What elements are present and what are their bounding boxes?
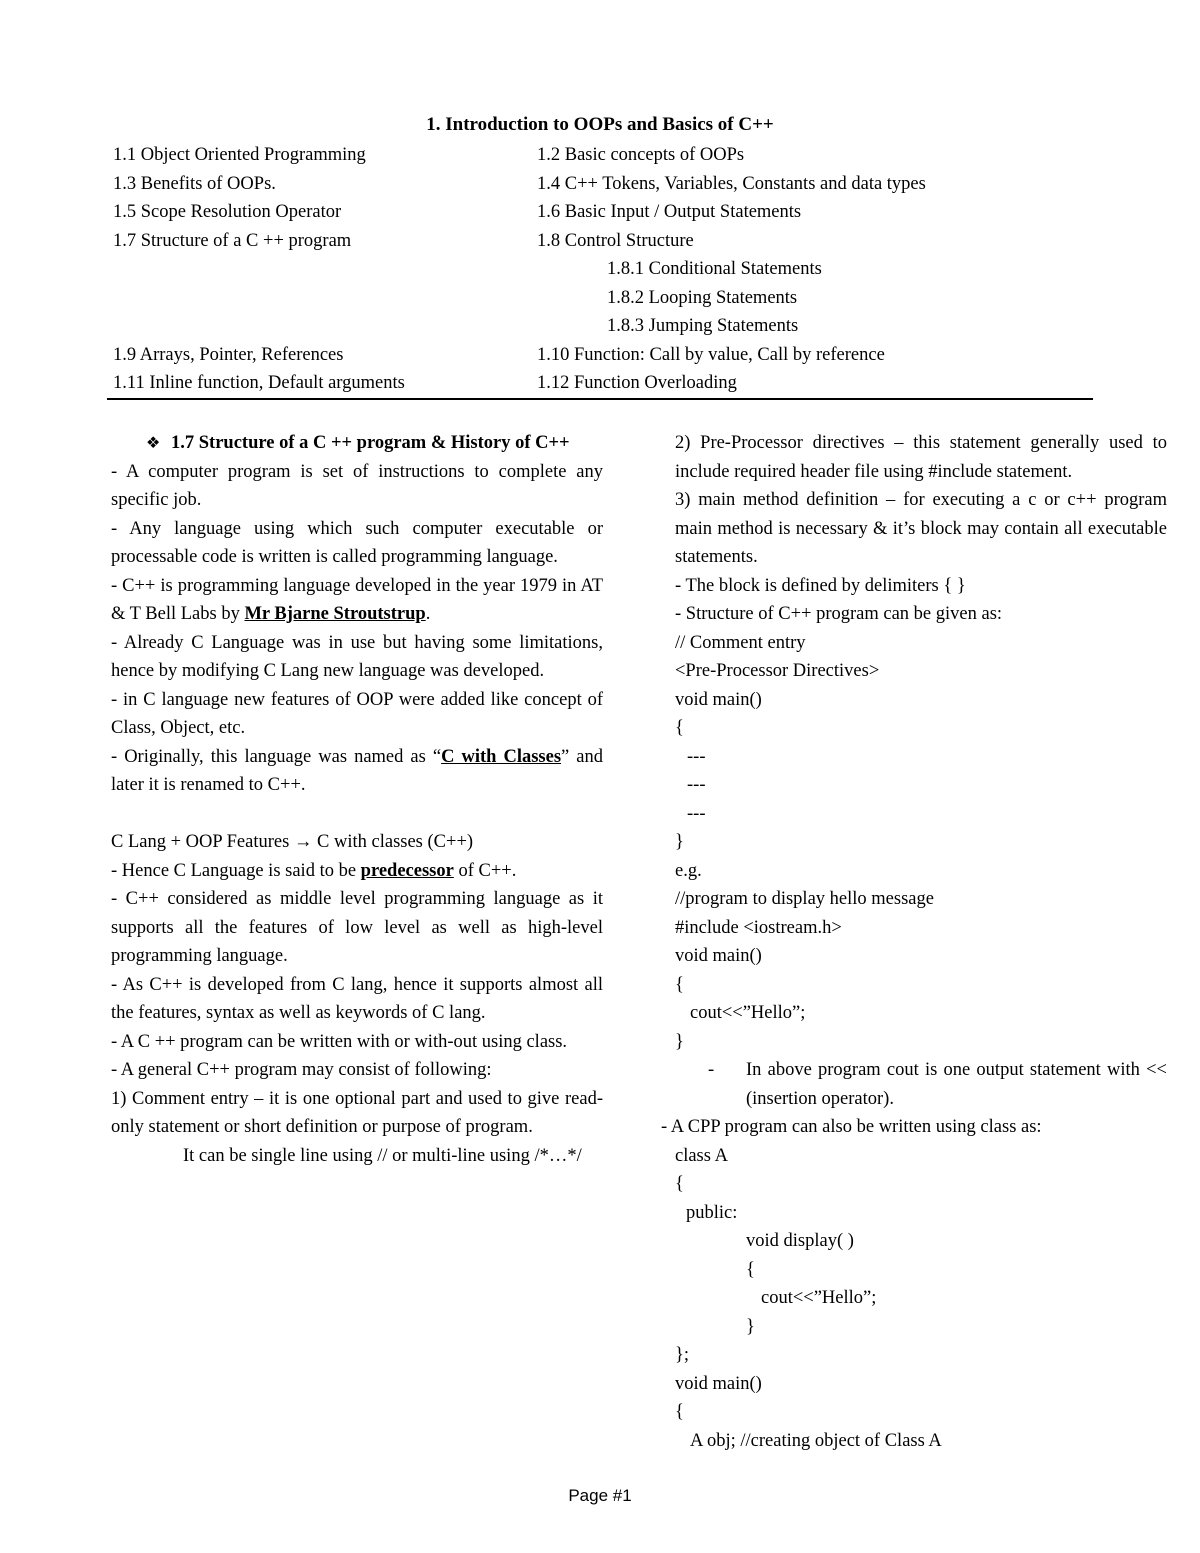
toc-entry: 1.4 C++ Tokens, Variables, Constants and data types <box>537 173 926 194</box>
toc-row <box>110 255 1095 284</box>
code-line: --- <box>687 775 706 795</box>
toc-subentry: 1.8.1 Conditional Statements <box>607 259 822 279</box>
toc-row <box>110 170 1095 199</box>
left-column <box>111 429 603 1170</box>
paragraph: - in C language new features of OOP were added like concept of Class, Object, etc. <box>111 689 603 738</box>
toc-entry: 1.7 Structure of a C ++ program <box>113 230 352 251</box>
toc-row <box>110 369 1095 398</box>
list-item-text: In above program cout is one output statement with << (insertion operator). <box>746 1060 1167 1109</box>
document-title: 1. Introduction to OOPs and Basics of C++ <box>426 114 774 135</box>
paragraph: - A computer program is set of instructions to complete any specific job. <box>111 461 603 510</box>
section-heading <box>111 429 603 458</box>
toc-entry: 1.12 Function Overloading <box>537 373 737 393</box>
paragraph: - A general C++ program may consist of following: <box>111 1060 492 1080</box>
code-line: <Pre-Processor Directives> <box>675 661 880 681</box>
paragraph: - As C++ is developed from C lang, hence it supports almost all the features, syntax as well as keywords of C lang. <box>111 974 603 1023</box>
section-heading-text: 1.7 Structure of a C ++ program & History of C++ <box>171 433 570 453</box>
paragraph: It can be single line using // or multi-line using /*…*/ <box>183 1145 582 1166</box>
toc-entry: 1.8 Control Structure <box>537 230 694 251</box>
code-line: { <box>675 1174 684 1194</box>
code-line: cout<<”Hello”; <box>761 1288 877 1308</box>
paragraph: 1) Comment entry – it is one optional part and used to give read-only statement or short definition or purpose of program. <box>111 1088 603 1137</box>
toc-entry: 1.1 Object Oriented Programming <box>113 145 366 165</box>
paragraph <box>111 857 603 886</box>
list-item <box>675 1056 1167 1113</box>
toc-entry: 1.5 Scope Resolution Operator <box>113 202 342 222</box>
code-line: void main() <box>675 689 762 710</box>
toc-subentry: 1.8.3 Jumping Statements <box>607 316 799 336</box>
paragraph: - C++ considered as middle level programming language as it supports all the features of low level as well as high-level programming language. <box>111 889 603 966</box>
code-line: class A <box>675 1145 728 1166</box>
paragraph-text: . <box>425 604 431 624</box>
paragraph: - A CPP program can also be written using class as: <box>661 1117 1042 1137</box>
toc-entry: 1.3 Benefits of OOPs. <box>113 173 276 194</box>
toc-row <box>110 284 1095 313</box>
toc-row <box>110 341 1095 370</box>
list-dash: - <box>708 1060 715 1080</box>
code-line: { <box>675 974 684 995</box>
paragraph-text: - Originally, this language was named as “ <box>111 746 442 767</box>
toc-subentry: 1.8.2 Looping Statements <box>607 287 798 308</box>
paragraph: - Structure of C++ program can be given as: <box>675 604 1003 624</box>
code-line: cout<<”Hello”; <box>690 1003 806 1023</box>
code-line: // Comment entry <box>675 632 806 653</box>
toc-row <box>110 312 1095 341</box>
paragraph: - Already C Language was in use but having some limitations, hence by modifying C Lang new language was developed. <box>111 632 603 681</box>
paragraph-text: ” and later it is renamed to C++. <box>111 746 603 795</box>
table-of-contents <box>110 141 1095 398</box>
code-line: } <box>675 832 684 852</box>
paragraph: - Any language using which such computer executable or processable code is written is called programming language. <box>111 518 603 567</box>
paragraph: - A C ++ program can be written with or with-out using class. <box>111 1031 568 1052</box>
paragraph-text: - C++ is programming language developed in the year 1979 in AT & T Bell Labs by <box>111 575 603 624</box>
toc-entry: 1.9 Arrays, Pointer, References <box>113 344 344 365</box>
toc-entry: 1.6 Basic Input / Output Statements <box>537 202 802 222</box>
emphasis-term: predecessor <box>360 860 454 881</box>
diamond-bullet-icon: ❖ <box>146 433 161 452</box>
paragraph <box>111 572 603 629</box>
blank-line <box>111 800 603 829</box>
code-line: #include <iostream.h> <box>675 917 842 938</box>
code-line: A obj; //creating object of Class A <box>690 1430 942 1451</box>
right-column <box>661 429 1167 1455</box>
author-name: Mr Bjarne Stroutstrup <box>244 604 426 624</box>
section-divider <box>107 398 1093 400</box>
code-line: public: <box>686 1202 738 1223</box>
code-line: { <box>675 1402 684 1422</box>
code-line: void main() <box>675 946 762 966</box>
emphasis-term: C with Classes <box>441 746 562 767</box>
code-line: --- <box>687 803 706 824</box>
code-line: //program to display hello message <box>675 889 934 909</box>
code-line: void main() <box>675 1373 762 1394</box>
code-line: }; <box>675 1345 690 1365</box>
code-line: --- <box>687 746 706 767</box>
paragraph <box>111 743 603 800</box>
paragraph: - The block is defined by delimiters { } <box>675 575 966 596</box>
paragraph: 3) main method definition – for executing a c or c++ program main method is necessary & it’s block may contain all executable statements. <box>675 490 1167 567</box>
code-line: { <box>675 718 684 738</box>
code-line: { <box>746 1259 755 1280</box>
paragraph-text: of C++. <box>453 860 517 881</box>
page-number: Page #1 <box>568 1486 632 1505</box>
toc-entry: 1.10 Function: Call by value, Call by reference <box>537 344 885 365</box>
toc-row <box>110 198 1095 227</box>
toc-row <box>110 227 1095 256</box>
toc-row <box>110 141 1095 170</box>
example-label: e.g. <box>675 860 702 881</box>
equation-line: C Lang + OOP Features → C with classes (C++) <box>111 832 474 852</box>
toc-entry: 1.11 Inline function, Default arguments <box>113 373 405 393</box>
paragraph-text: - Hence C Language is said to be <box>111 860 361 881</box>
code-line: void display( ) <box>746 1231 854 1251</box>
code-line: } <box>675 1031 684 1052</box>
toc-entry: 1.2 Basic concepts of OOPs <box>537 145 745 165</box>
code-line: } <box>746 1316 755 1337</box>
paragraph: 2) Pre-Processor directives – this statement generally used to include required header file using #include statement. <box>675 433 1167 482</box>
